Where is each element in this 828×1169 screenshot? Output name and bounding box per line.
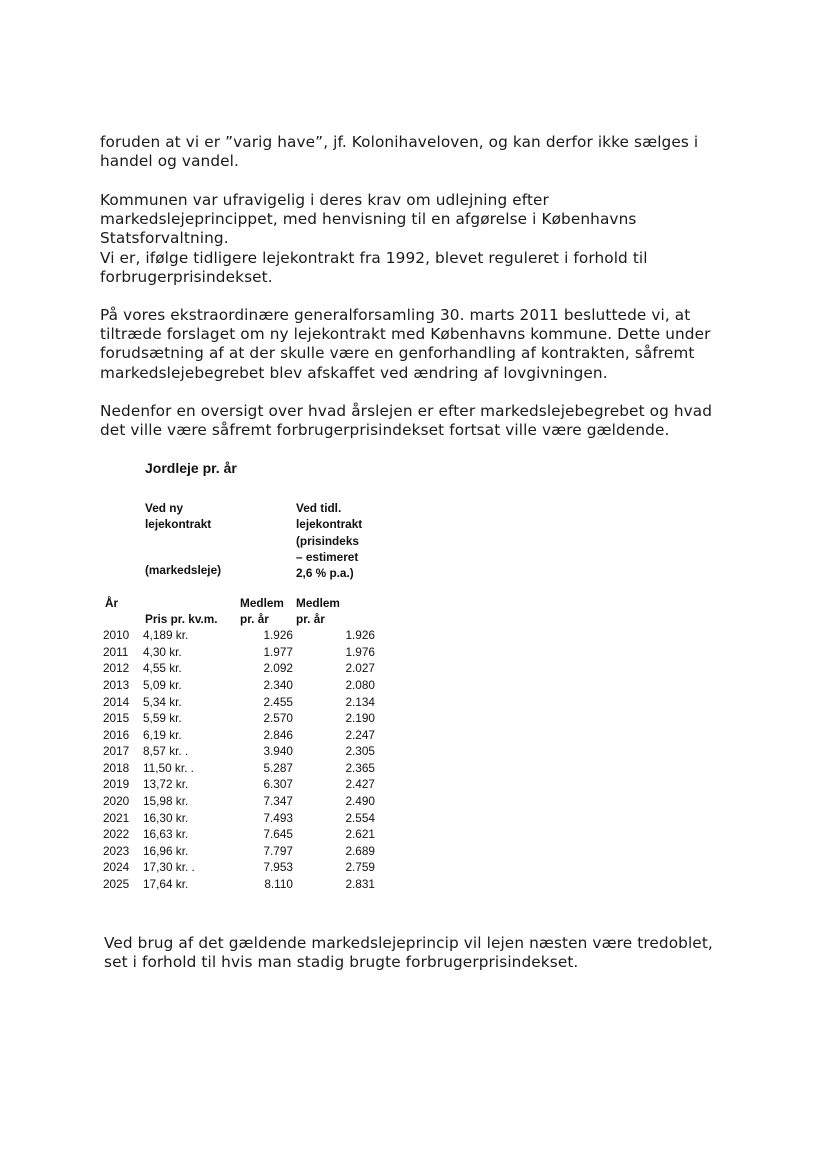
member-old-cell: 2.080 xyxy=(345,677,375,692)
price-cell: 4,30 kr. xyxy=(143,644,182,659)
year-header: År xyxy=(105,596,119,610)
year-cell: 2011 xyxy=(103,644,129,659)
overview-paragraph xyxy=(100,402,740,440)
member-new-cell: 2.340 xyxy=(263,677,293,692)
text-line: markedslejeprincippet, med henvisning til en afgørelse i Københavns xyxy=(100,210,637,229)
member-old-cell: 1.976 xyxy=(345,644,375,659)
table-row xyxy=(103,693,383,710)
text-line: set i forhold til hvis man stadig brugte forbrugerprisindekset. xyxy=(104,953,579,972)
table-row xyxy=(103,793,383,810)
year-cell: 2023 xyxy=(103,843,130,858)
year-cell: 2022 xyxy=(103,827,130,842)
text-line: Ved brug af det gældende markedslejeprincip vil lejen næsten være tredoblet, xyxy=(104,934,713,952)
heading-line: Ved ny xyxy=(145,501,184,515)
member-old-cell: 2.831 xyxy=(345,877,375,892)
per-year-header-old: pr. år xyxy=(296,612,325,626)
member-old-cell: 2.305 xyxy=(345,744,375,759)
year-cell: 2010 xyxy=(103,628,130,643)
year-cell: 2013 xyxy=(103,677,130,692)
closing-paragraph xyxy=(104,934,744,972)
table-row xyxy=(103,627,383,644)
text-line: handel og vandel. xyxy=(100,152,239,171)
price-cell: 4,55 kr. xyxy=(143,661,182,676)
member-new-cell: 7.493 xyxy=(263,810,293,825)
member-header-old: Medlem xyxy=(296,596,340,610)
year-cell: 2014 xyxy=(103,694,130,709)
text-line: Nedenfor en oversigt over hvad årslejen er efter markedslejebegrebet og hvad xyxy=(100,402,713,420)
member-old-cell: 2.490 xyxy=(345,794,375,809)
member-new-cell: 2.846 xyxy=(263,727,293,742)
member-new-cell: 1.977 xyxy=(263,644,293,659)
table-row xyxy=(103,677,383,694)
table-row xyxy=(103,660,383,677)
member-old-cell: 2.027 xyxy=(345,661,375,676)
member-old-cell: 2.759 xyxy=(345,860,375,875)
table-title: Jordleje pr. år xyxy=(145,460,237,476)
member-old-cell: 2.365 xyxy=(345,760,375,775)
price-cell: 8,57 kr. . xyxy=(143,744,189,759)
price-cell: 16,63 kr. xyxy=(143,827,189,842)
year-cell: 2020 xyxy=(103,794,130,809)
member-new-cell: 2.570 xyxy=(263,711,293,726)
price-cell: 17,64 kr. xyxy=(143,877,189,892)
price-cell: 16,30 kr. xyxy=(143,810,189,825)
intro-paragraph xyxy=(100,133,740,171)
price-cell: 5,34 kr. xyxy=(143,694,182,709)
heading-line: Ved tidl. xyxy=(296,501,342,515)
year-cell: 2017 xyxy=(103,744,130,759)
heading-line: lejekontrakt xyxy=(145,517,212,532)
price-cell: 13,72 kr. xyxy=(143,777,189,792)
member-old-cell: 2.134 xyxy=(345,694,375,709)
table-row xyxy=(103,760,383,777)
table-row xyxy=(103,826,383,843)
price-per-sqm-header: Pris pr. kv.m. xyxy=(145,612,218,626)
member-header-new: Medlem xyxy=(240,596,284,610)
table-row xyxy=(103,859,383,876)
table-row xyxy=(103,710,383,727)
member-new-cell: 7.347 xyxy=(263,794,293,809)
per-year-header-new: pr. år xyxy=(240,612,269,626)
member-new-cell: 8.110 xyxy=(264,877,293,892)
municipality-paragraph xyxy=(100,191,740,287)
table-row xyxy=(103,776,383,793)
table-row xyxy=(103,743,383,760)
member-new-cell: 5.287 xyxy=(263,760,293,775)
member-new-cell: 7.797 xyxy=(263,843,293,858)
price-cell: 4,189 kr. xyxy=(143,628,189,643)
table-row xyxy=(103,727,383,744)
text-line: På vores ekstraordinære generalforsamling 30. marts 2011 besluttede vi, at xyxy=(100,306,691,324)
member-old-cell: 2.621 xyxy=(345,827,375,842)
text-line: Kommunen var ufravigelig i deres krav om udlejning efter xyxy=(100,191,549,209)
member-old-cell: 2.190 xyxy=(345,711,375,726)
year-cell: 2016 xyxy=(103,727,130,742)
heading-line: 2,6 % p.a.) xyxy=(296,566,354,581)
price-cell: 16,96 kr. xyxy=(143,843,189,858)
rent-table-body xyxy=(103,627,383,893)
table-row xyxy=(103,876,383,893)
member-old-cell: 2.427 xyxy=(345,777,375,792)
member-new-cell: 1.926 xyxy=(263,628,293,643)
year-cell: 2018 xyxy=(103,760,130,775)
text-line: foruden at vi er ”varig have”, jf. Kolonihaveloven, og kan derfor ikke sælges i xyxy=(100,133,699,151)
table-row xyxy=(103,843,383,860)
heading-line: (prisindeks xyxy=(296,533,359,548)
year-cell: 2024 xyxy=(103,860,130,875)
price-cell: 15,98 kr. xyxy=(143,794,189,809)
price-cell: 11,50 kr. . xyxy=(143,760,194,775)
member-new-cell: 6.307 xyxy=(263,777,293,792)
heading-line: – estimeret xyxy=(296,549,359,564)
general-assembly-paragraph xyxy=(100,306,740,383)
member-old-cell: 1.926 xyxy=(345,628,375,643)
heading-line: lejekontrakt xyxy=(296,517,363,532)
text-line: Statsforvaltning. xyxy=(100,229,229,248)
member-new-cell: 7.953 xyxy=(263,860,293,875)
year-cell: 2025 xyxy=(103,877,130,892)
year-cell: 2015 xyxy=(103,711,130,726)
member-new-cell: 7.645 xyxy=(263,827,293,842)
table-row xyxy=(103,644,383,661)
price-cell: 5,59 kr. xyxy=(143,711,182,726)
new-contract-column-heading xyxy=(145,500,265,533)
member-old-cell: 2.554 xyxy=(345,810,375,825)
price-cell: 6,19 kr. xyxy=(143,727,182,742)
member-new-cell: 2.092 xyxy=(263,661,293,676)
text-line: det ville være såfremt forbrugerprisindekset fortsat ville være gældende. xyxy=(100,421,670,440)
year-cell: 2019 xyxy=(103,777,130,792)
year-cell: 2012 xyxy=(103,661,130,676)
member-new-cell: 3.940 xyxy=(263,744,293,759)
price-cell: 5,09 kr. xyxy=(143,677,182,692)
table-row xyxy=(103,810,383,827)
year-cell: 2021 xyxy=(103,810,130,825)
text-line: forbrugerprisindekset. xyxy=(100,267,273,286)
price-cell: 17,30 kr. . xyxy=(143,860,195,875)
member-new-cell: 2.455 xyxy=(263,694,293,709)
member-old-cell: 2.247 xyxy=(345,727,375,742)
text-line: forudsætning af at der skulle være en genforhandling af kontrakten, såfremt xyxy=(100,344,695,363)
text-line: Vi er, ifølge tidligere lejekontrakt fra 1992, blevet reguleret i forhold til xyxy=(100,248,648,267)
market-rent-label: (markedsleje) xyxy=(145,563,222,577)
old-contract-column-heading xyxy=(296,500,416,581)
text-line: markedslejebegrebet blev afskaffet ved ændring af lovgivningen. xyxy=(100,363,608,382)
text-line: tiltræde forslaget om ny lejekontrakt med Københavns kommune. Dette under xyxy=(100,325,711,344)
member-old-cell: 2.689 xyxy=(345,843,375,858)
